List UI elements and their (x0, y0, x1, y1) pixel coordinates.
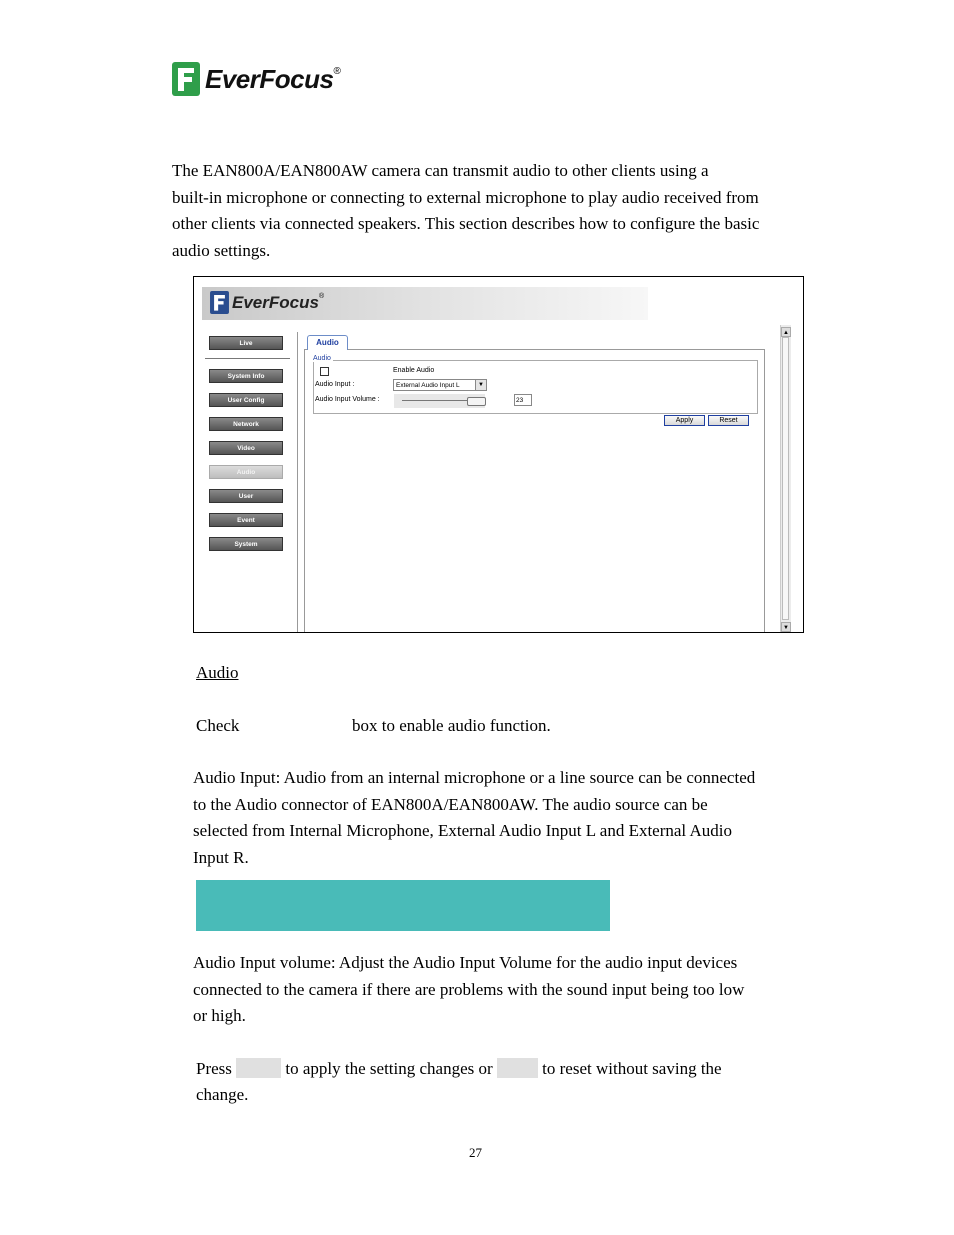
enable-audio-checkbox[interactable] (320, 367, 329, 376)
press-line-2: change. (196, 1085, 249, 1104)
apply-key-image (236, 1058, 281, 1078)
volume-line: or high. (193, 1006, 246, 1026)
audio-input-line: to the Audio connector of EAN800A/EAN800AW. The audio source can be (193, 794, 708, 814)
web-ui-logo-text: EverFocus (232, 292, 319, 312)
scroll-up-icon[interactable]: ▲ (781, 327, 791, 337)
tab-audio[interactable]: Audio (307, 335, 348, 350)
nav-user-button[interactable]: User (209, 489, 283, 503)
nav-audio-button[interactable]: Audio (209, 465, 283, 479)
intro-line: audio settings. (172, 241, 271, 261)
audio-input-paragraph (193, 765, 813, 872)
reset-key-image (497, 1058, 538, 1078)
nav-event-button[interactable]: Event (209, 513, 283, 527)
nav-user-config-button[interactable]: User Config (209, 393, 283, 407)
web-ui-logo-registered: ® (318, 293, 325, 300)
audio-input-select[interactable] (393, 379, 487, 391)
audio-fieldset-legend: Audio (313, 355, 331, 362)
audio-input-label: Audio Input : (315, 381, 355, 388)
volume-slider[interactable] (394, 394, 485, 408)
highlight-block (196, 880, 610, 931)
press-mid-text: to apply the setting changes or (285, 1059, 493, 1078)
volume-label: Audio Input Volume : (315, 396, 380, 403)
audio-fieldset (313, 360, 758, 414)
everfocus-logo-icon (172, 62, 200, 96)
intro-line: built-in microphone or connecting to external microphone to play audio received from (172, 187, 759, 207)
intro-paragraph (172, 158, 812, 265)
reset-button[interactable]: Reset (708, 415, 749, 426)
intro-line: other clients via connected speakers. This section describes how to configure the basic (172, 214, 760, 234)
volume-input[interactable]: 23 (514, 394, 532, 406)
chevron-down-icon: ▼ (475, 380, 486, 390)
audio-input-line: Input R. (193, 848, 249, 868)
audio-input-value: External Audio Input L (396, 382, 460, 389)
nav-network-button[interactable]: Network (209, 417, 283, 431)
volume-line: connected to the camera if there are problems with the sound input being too low (193, 979, 745, 999)
intro-line: The EAN800A/EAN800AW camera can transmit audio to other clients using a (172, 161, 709, 180)
check-text-post: box to enable audio function. (352, 716, 551, 735)
everfocus-logo-icon (210, 291, 229, 314)
audio-input-line: selected from Internal Microphone, External Audio Input L and External Audio (193, 821, 732, 841)
check-text-pre: Check (196, 716, 240, 735)
volume-paragraph (193, 950, 813, 1030)
nav-divider (205, 358, 290, 359)
scrollbar[interactable] (780, 325, 791, 632)
section-title: Audio (196, 663, 239, 682)
nav-vertical-divider (297, 332, 298, 632)
logo-registered: ® (333, 66, 341, 77)
scroll-down-icon[interactable]: ▼ (781, 622, 791, 632)
web-ui-logo (210, 291, 324, 314)
audio-input-line: Audio Input: Audio from an internal microphone or a line source can be connected (193, 768, 756, 787)
apply-button[interactable]: Apply (664, 415, 705, 426)
nav-system-info-button[interactable]: System Info (209, 369, 283, 383)
web-ui-header (202, 287, 648, 320)
nav-system-button[interactable]: System (209, 537, 283, 551)
audio-settings-screenshot (193, 276, 804, 633)
press-text: Press (196, 1059, 232, 1078)
volume-line: Audio Input volume: Adjust the Audio Input Volume for the audio input devices (193, 953, 738, 972)
nav-video-button[interactable]: Video (209, 441, 283, 455)
slider-thumb[interactable] (467, 397, 486, 406)
nav-live-button[interactable]: Live (209, 336, 283, 350)
press-line (196, 1056, 722, 1083)
logo-text: EverFocus (205, 63, 334, 94)
slider-track (402, 400, 477, 401)
scrollbar-thumb[interactable] (782, 337, 789, 620)
everfocus-logo (172, 62, 341, 96)
press-end-text: to reset without saving the (542, 1059, 722, 1078)
page-number: 27 (469, 1145, 482, 1160)
enable-audio-label: Enable Audio (393, 367, 435, 374)
